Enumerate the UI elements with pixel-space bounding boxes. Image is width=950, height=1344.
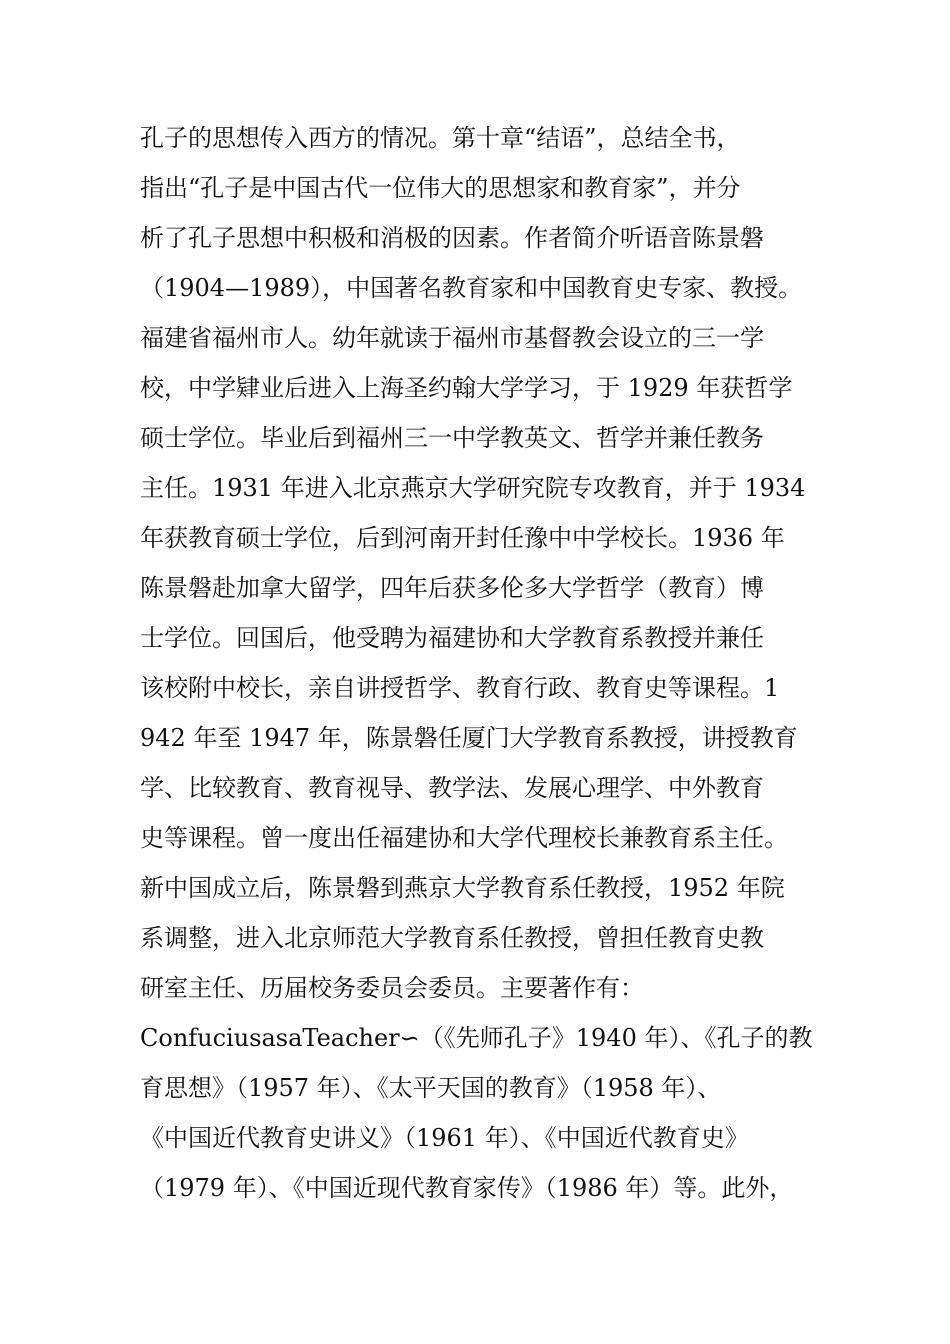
text-line-3: 析了孔子思想中积极和消极的因素。作者简介听语音陈景磐 <box>140 224 764 252</box>
text-line-12: 该校附中校长，亲自讲授哲学、教育行政、教育史等课程。1 <box>140 674 780 702</box>
text-line-2: 指出“孔子是中国古代一位伟大的思想家和教育家”，并分 <box>140 174 741 202</box>
text-line-11: 士学位。回国后，他受聘为福建协和大学教育系教授并兼任 <box>140 624 764 652</box>
text-line-20: 育思想》（1957 年）、《太平天国的教育》（1958 年）、 <box>140 1074 722 1102</box>
text-line-16: 新中国成立后，陈景磐到燕京大学教育系任教授，1952 年院 <box>140 874 785 902</box>
text-line-10: 陈景磐赴加拿大留学，四年后获多伦多大学哲学（教育）博 <box>140 574 764 602</box>
text-line-7: 硕士学位。毕业后到福州三一中学教英文、哲学并兼任教务 <box>140 424 764 452</box>
text-line-14: 学、比较教育、教育视导、教学法、发展心理学、中外教育 <box>140 774 764 802</box>
text-line-6: 校，中学肄业后进入上海圣约翰大学学习，于 1929 年获哲学 <box>140 374 793 402</box>
text-line-22: （1979 年）、《中国近现代教育家传》（1986 年）等。此外， <box>140 1174 794 1202</box>
text-line-9: 年获教育硕士学位，后到河南开封任豫中中学校长。1936 年 <box>140 524 785 552</box>
text-line-17: 系调整，进入北京师范大学教育系任教授，曾担任教育史教 <box>140 924 764 952</box>
text-line-8: 主任。1931 年进入北京燕京大学研究院专攻教育，并于 1934 <box>140 474 806 502</box>
text-line-21: 《中国近代教育史讲义》（1961 年）、《中国近代教育史》 <box>140 1124 749 1152</box>
text-line-1: 孔子的思想传入西方的情况。第十章“结语”，总结全书， <box>140 124 741 152</box>
text-line-18: 研室主任、历届校务委员会委员。主要著作有： <box>140 974 644 1002</box>
text-line-5: 福建省福州市人。幼年就读于福州市基督教会设立的三一学 <box>140 324 764 352</box>
text-line-15: 史等课程。曾一度出任福建协和大学代理校长兼教育系主任。 <box>140 824 788 852</box>
text-line-19: ConfuciusasaTeacher∽（《先师孔子》1940 年）、《孔子的教 <box>140 1024 813 1052</box>
text-line-13: 942 年至 1947 年，陈景磐任厦门大学教育系教授，讲授教育 <box>140 724 798 752</box>
body-text <box>140 113 830 1213</box>
text-line-4: （1904—1989），中国著名教育家和中国教育史专家、教授。 <box>140 274 803 302</box>
